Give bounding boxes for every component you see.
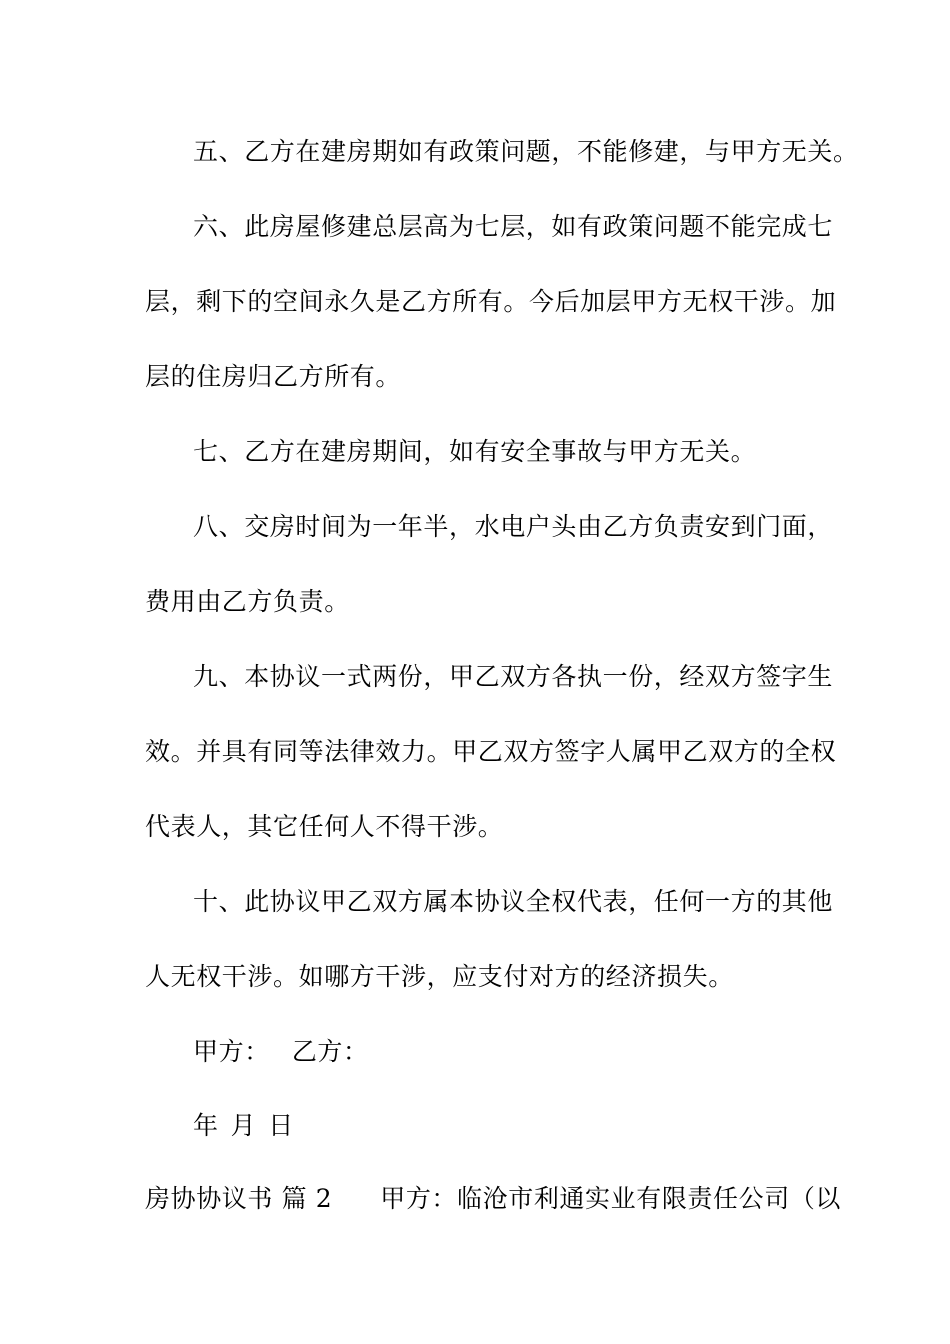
date-line	[193, 1109, 810, 1143]
clause-7-line-1: 七、乙方在建房期间，如有安全事故与甲方无关。	[193, 437, 757, 466]
clause-5-line-1: 五、乙方在建房期如有政策问题，不能修建，与甲方无关。	[193, 137, 859, 166]
date-year-label: 年	[193, 1111, 219, 1140]
clause-6-line-3: 层的住房归乙方所有。	[145, 362, 402, 391]
next-section-text: 甲方：临沧市利通实业有限责任公司（以	[380, 1184, 842, 1213]
next-section-chapter: 篇 2	[281, 1184, 333, 1213]
next-section-title: 房协协议书	[145, 1184, 274, 1213]
date-month-label: 月	[230, 1111, 257, 1140]
clause-9-line-3: 代表人，其它任何人不得干涉。	[145, 812, 504, 841]
clause-6-line-1: 六、此房屋修建总层高为七层，如有政策问题不能完成七	[193, 212, 834, 241]
date-day-label: 日	[268, 1111, 294, 1140]
clause-10-line-1: 十、此协议甲乙双方属本协议全权代表，任何一方的其他	[193, 887, 834, 916]
next-section-line	[145, 1182, 842, 1216]
clause-6-line-2: 层，剩下的空间永久是乙方所有。今后加层甲方无权干涉。加	[145, 287, 837, 316]
clause-10-line-2: 人无权干涉。如哪方干涉，应支付对方的经济损失。	[145, 962, 734, 991]
party-b-signature-label: 乙方：	[291, 1037, 369, 1066]
clause-9-line-2: 效。并具有同等法律效力。甲乙双方签字人属甲乙双方的全权	[145, 737, 837, 766]
party-a-signature-label: 甲方：	[193, 1037, 270, 1066]
signature-line	[193, 1035, 810, 1069]
clause-9-line-1: 九、本协议一式两份，甲乙双方各执一份，经双方签字生	[193, 662, 834, 691]
clause-8-line-1: 八、交房时间为一年半，水电户头由乙方负责安到门面，	[193, 512, 834, 541]
clause-8-line-2: 费用由乙方负责。	[145, 587, 350, 616]
